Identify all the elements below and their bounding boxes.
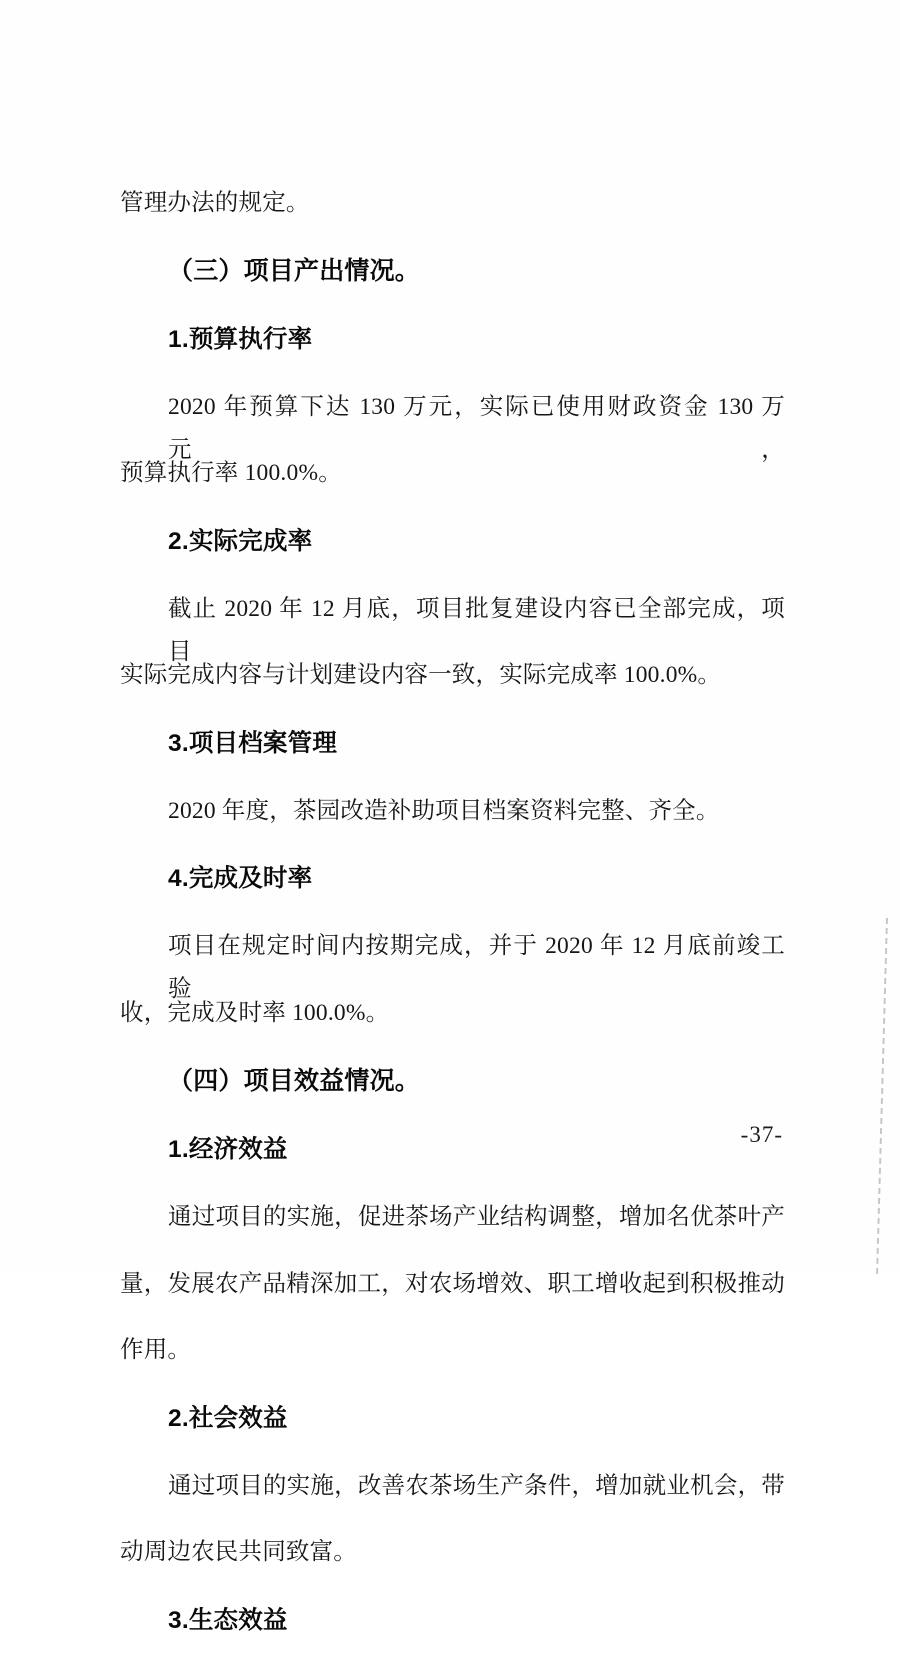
text-line: 通过项目的实施，促进茶场产业结构调整，增加名优茶叶产 [168, 1203, 785, 1230]
subsection-heading: 3.项目档案管理 [168, 730, 338, 757]
text-line: 实际完成内容与计划建设内容一致，实际完成率 100.0%。 [120, 662, 722, 689]
subsection-heading: 1.经济效益 [168, 1136, 288, 1164]
text-line: 管理办法的规定。 [120, 189, 310, 216]
subsection-heading: 2.实际完成率 [168, 527, 313, 555]
document-body [120, 158, 785, 1667]
section-heading: （四）项目效益情况。 [168, 1066, 421, 1095]
page-number: -37- [740, 1122, 783, 1147]
text-line: 量，发展农产品精深加工，对农场增效、职工增收起到积极推动 [120, 1270, 785, 1297]
text-line: 通过项目的实施，改善农茶场生产条件，增加就业机会，带 [168, 1472, 785, 1499]
text-line: 预算执行率 100.0%。 [120, 460, 342, 487]
section-heading: （三）项目产出情况。 [168, 256, 421, 285]
subsection-heading: 3.生态效益 [168, 1606, 288, 1634]
scan-edge-artifact [876, 918, 888, 1274]
text-line: 2020 年预算下达 130 万元，实际已使用财政资金 130 万元， [168, 393, 785, 463]
subsection-heading: 4.完成及时率 [168, 865, 313, 893]
text-line: 动周边农民共同致富。 [120, 1539, 357, 1566]
text-line: 2020 年度，茶园改造补助项目档案资料完整、齐全。 [168, 797, 720, 824]
text-line: 项目在规定时间内按期完成，并于 2020 年 12 月底前竣工验 [168, 933, 785, 1003]
text-line: 收，完成及时率 100.0%。 [120, 999, 390, 1026]
text-line: 截止 2020 年 12 月底，项目批复建设内容已全部完成，项目 [168, 595, 785, 665]
subsection-heading: 1.预算执行率 [168, 325, 313, 353]
text-line: 作用。 [120, 1337, 192, 1364]
subsection-heading: 2.社会效益 [168, 1404, 288, 1432]
